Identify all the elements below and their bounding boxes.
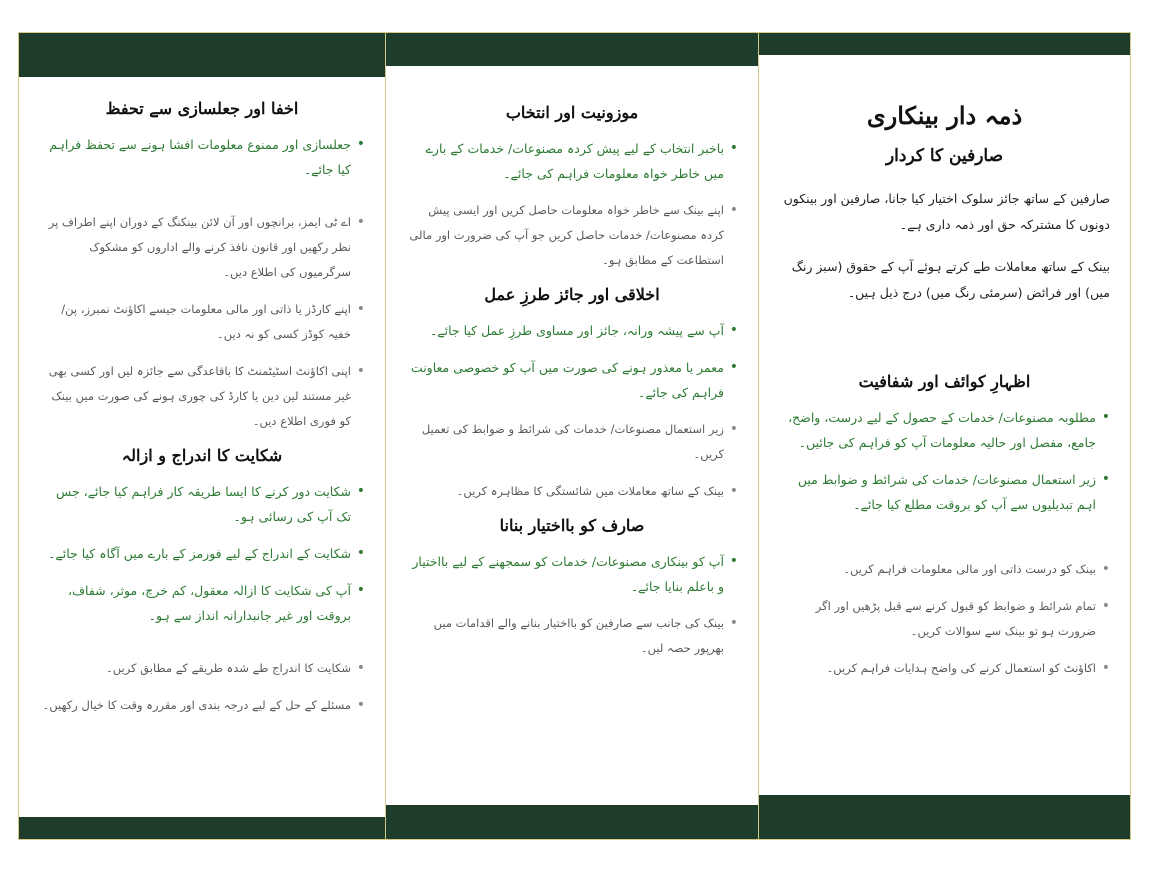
section-title-disclosure: اظہارِ کوائف اور شفافیت [858,372,1031,391]
section-title-suitability: موزونیت اور انتخاب [505,103,639,122]
right-item: • جعلسازی اور ممنوع معلومات افشا ہونے سے تحفظ فراہم کیا جائے۔ [39,132,365,182]
duty-item: • بینک کو درست ذاتی اور مالی معلومات فراہم کریں۔ [779,557,1110,582]
panel-middle [385,32,759,840]
duty-item: • اپنی اکاؤنٹ اسٹیٹمنٹ کا باقاعدگی سے جائزہ لیں اور کسی بھی غیر مستند لین دین یا کارڈ کی چوری ہونے کی صورت میں بینک کو فوری اطلاع دیں۔ [39,359,365,434]
duties-list [39,656,365,718]
panel-left-content [39,89,365,730]
footer-band [759,795,1130,839]
header-band [19,33,385,77]
section-title-complaints: شکایت کا اندراج و ازالہ [121,446,283,465]
panel-left [18,32,386,840]
duty-item: • زیر استعمال مصنوعات/ خدمات کی شرائط و ضوابط کی تعمیل کریں۔ [406,417,738,467]
section-title-privacy: اخفا اور جعلسازی سے تحفظ [105,99,299,118]
right-item: • آپ سے پیشہ ورانہ، جائز اور مساوی طرزِ عمل کیا جائے۔ [406,318,738,343]
right-item: • آپ کی شکایت کا ازالہ معقول، کم خرچ، موثر، شفاف، بروقت اور غیر جانبدارانہ انداز سے ہو۔ [39,578,365,628]
duties-list [406,611,738,661]
duties-list [406,198,738,273]
right-item: • معمر یا معذور ہونے کی صورت میں آپ کو خصوصی معاونت فراہم کی جائے۔ [406,355,738,405]
duty-item: • بینک کے ساتھ معاملات میں شائستگی کا مظاہرہ کریں۔ [406,479,738,504]
panel-right [758,32,1131,840]
page-subtitle: صارفین کا کردار [885,146,1004,166]
right-item: • شکایت دور کرنے کا ایسا طریقہ کار فراہم کیا جائے، جس تک آپ کی رسائی ہو۔ [39,479,365,529]
duties-list [779,557,1110,681]
duty-item: • شکایت کا اندراج طے شدہ طریقے کے مطابق کریں۔ [39,656,365,681]
right-item: • شکایت کے اندراج کے لیے فورمز کے بارے میں آگاہ کیا جائے۔ [39,541,365,566]
right-item: • زیر استعمال مصنوعات/ خدمات کی شرائط و ضوابط میں اہم تبدیلیوں سے آپ کو بروقت مطلع کیا جائے۔ [779,467,1110,517]
page-title: ذمہ دار بینکاری [866,101,1023,130]
footer-band [386,805,758,839]
rights-list [406,136,738,186]
duties-list [406,417,738,504]
right-item: • آپ کو بینکاری مصنوعات/ خدمات کو سمجھنے کے لیے بااختیار و باعلم بنایا جائے۔ [406,549,738,599]
duty-item: • بینک کی جانب سے صارفین کو بااختیار بنانے والے اقدامات میں بھرپور حصہ لیں۔ [406,611,738,661]
rights-list [406,318,738,405]
duty-item: • تمام شرائط و ضوابط کو قبول کرنے سے قبل پڑھیں اور اگر ضرورت ہو تو بینک سے سوالات کریں۔ [779,594,1110,644]
right-item: • مطلوبہ مصنوعات/ خدمات کے حصول کے لیے درست، واضح، جامع، مفصل اور حالیہ معلومات آپ کو فراہم کی جائیں۔ [779,405,1110,455]
panel-right-content [779,101,1110,693]
footer-band [19,817,385,839]
intro-paragraph: بینک کے ساتھ معاملات طے کرتے ہوئے آپ کے حقوق (سبز رنگ میں) اور فرائض (سرمئی رنگ میں) درج ذیل ہیں۔ [791,259,1110,300]
intro-paragraph: صارفین کے ساتھ جائز سلوک اختیار کیا جانا، صارفین اور بینکوں دونوں کا مشترکہ حق اور ذمہ داری ہے۔ [783,191,1110,232]
section-title-empowerment: صارف کو بااختیار بنانا [499,516,645,535]
rights-list [779,405,1110,517]
rights-list [39,479,365,628]
rights-list [406,549,738,599]
section-title-ethical-conduct: اخلاقی اور جائز طرزِ عمل [484,285,660,304]
duty-item: • اپنے کارڈز یا ذاتی اور مالی معلومات جیسے اکاؤنٹ نمبرز، پن/ خفیہ کوڈز کسی کو نہ دیں۔ [39,297,365,347]
panel-middle-content [406,93,738,673]
rights-list [39,132,365,182]
right-item: • باخبر انتخاب کے لیے پیش کردہ مصنوعات/ خدمات کے بارے میں خاطر خواہ معلومات فراہم کی جائے۔ [406,136,738,186]
header-band [759,33,1130,55]
duties-list [39,210,365,434]
duty-item: • اکاؤنٹ کو استعمال کرنے کی واضح ہدایات فراہم کریں۔ [779,656,1110,681]
header-band [386,33,758,66]
duty-item: • مسئلے کے حل کے لیے درجہ بندی اور مقررہ وقت کا خیال رکھیں۔ [39,693,365,718]
duty-item: • اے ٹی ایمز، برانچوں اور آن لائن بینکنگ کے دوران اپنے اطراف پر نظر رکھیں اور قانون نافذ کرنے والے اداروں کو مشکوک سرگرمیوں کی اطلاع دیں۔ [39,210,365,285]
duty-item: • اپنے بینک سے خاطر خواہ معلومات حاصل کریں اور ایسی پیش کردہ مصنوعات/ خدمات حاصل کریں جو آپ کی ضرورت اور مالی استطاعت کے مطابق ہو۔ [406,198,738,273]
